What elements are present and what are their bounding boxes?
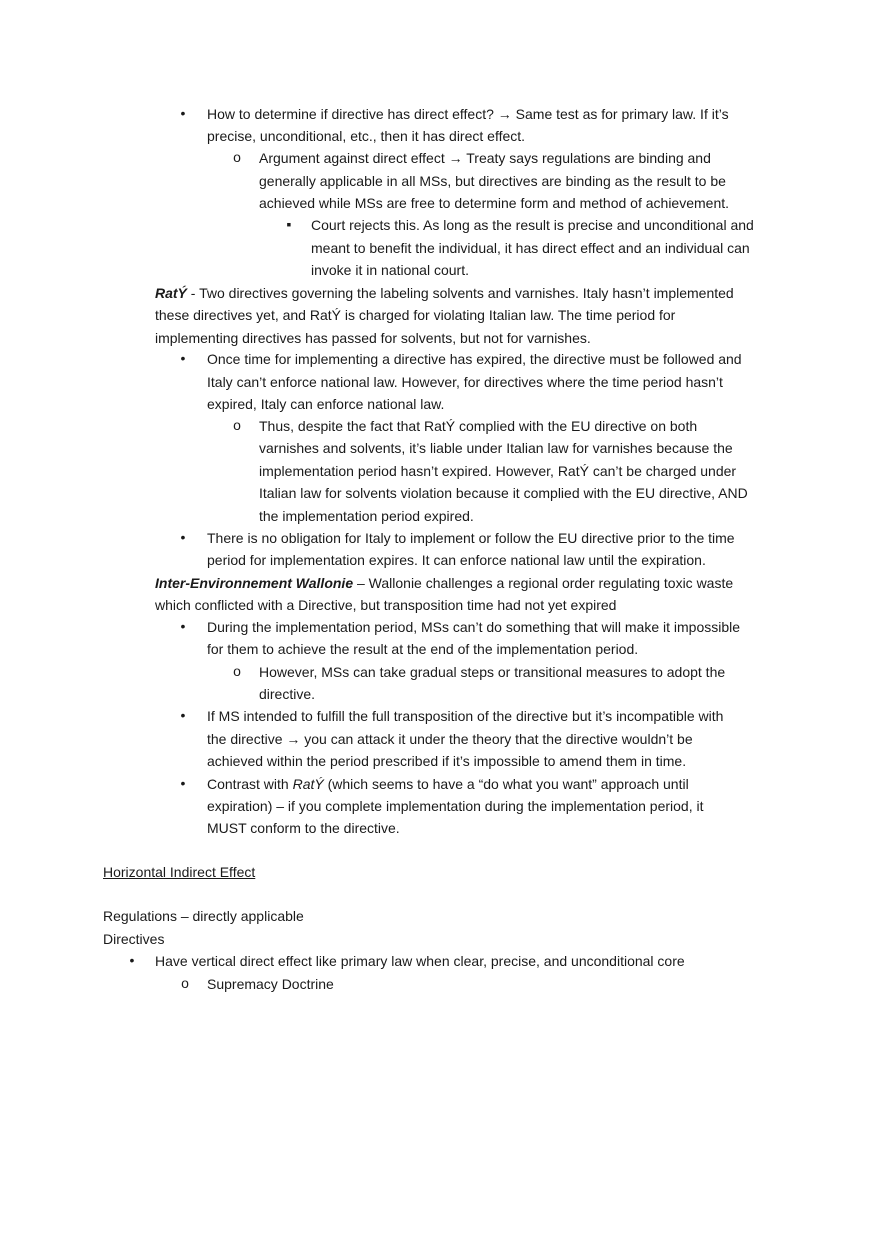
text-line: Argument against direct effect → Treaty says regulations are binding and [259,150,711,166]
text-line: There is no obligation for Italy to implement or follow the EU directive prior to the time [207,530,735,546]
case-text: - Two directives governing the labeling solvents and varnishes. Italy hasn’t implemented [186,285,734,301]
text-line: During the implementation period, MSs can’t do something that will make it impossible [207,619,741,635]
bullet-disc [125,950,139,970]
text-line: the implementation period expired. [259,508,474,524]
text-line: How to determine if directive has direct effect? → Same test as for primary law. If it’s [207,106,729,122]
case-text: (which seems to have a “do what you want” approach until [323,776,689,792]
text-line: the directive → you can attack it under the theory that the directive wouldn’t be [207,731,693,747]
bullet-square [282,214,296,234]
section-heading: Horizontal Indirect Effect [103,864,256,880]
text-line: directive. [259,686,316,702]
case-paragraph-line [155,573,733,593]
text-line: Supremacy Doctrine [207,976,334,992]
case-name: RatÝ [155,285,187,301]
case-paragraph-line [207,774,689,794]
text-line: period for implementation expires. It can enforce national law until the expiration. [207,552,706,568]
text-line: Italy can’t enforce national law. However, for directives where the time period hasn’t [207,374,723,390]
bullet-circle [230,661,244,681]
text-line: MUST conform to the directive. [207,820,400,836]
text-line: Italian law for solvents violation because it complied with the EU directive, AND [259,485,748,501]
text-line: Once time for implementing a directive has expired, the directive must be followed and [207,351,742,367]
text-line: expiration) – if you complete implementation during the implementation period, it [207,798,704,814]
text-line: Thus, despite the fact that RatÝ complied with the EU directive on both [259,418,698,434]
case-name: Inter-Environnement Wallonie [155,575,354,591]
text-line: Directives [103,931,165,947]
text-line: generally applicable in all MSs, but directives are binding as the result to be [259,173,726,189]
text-line: precise, unconditional, etc., then it has direct effect. [207,128,526,144]
text-line: implementing directives has passed for solvents, but not for varnishes. [155,330,591,346]
text-line: Court rejects this. As long as the result is precise and unconditional and [311,217,754,233]
case-paragraph-line [155,283,734,303]
text-line: Regulations – directly applicable [103,908,304,924]
text-line: which conflicted with a Directive, but transposition time had not yet expired [155,597,617,613]
text-line: Have vertical direct effect like primary law when clear, precise, and unconditional core [155,953,685,969]
bullet-circle [230,147,244,167]
text-line: If MS intended to fulfill the full transposition of the directive but it’s incompatible with [207,708,724,724]
case-text: – Wallonie challenges a regional order regulating toxic waste [353,575,734,591]
text-line: invoke it in national court. [311,262,469,278]
text-line: achieved within the period prescribed if it’s impossible to amend them in time. [207,753,687,769]
text-line: varnishes and solvents, it’s liable under Italian law for varnishes because the [259,440,733,456]
case-name: RatÝ [292,776,324,792]
text-line: expired, Italy can enforce national law. [207,396,445,412]
text-line: these directives yet, and RatÝ is charged for violating Italian law. The time period for [155,307,676,323]
text-line: meant to benefit the individual, it has direct effect and an individual can [311,240,750,256]
text-line: for them to achieve the result at the end of the implementation period. [207,641,639,657]
text-line: implementation period hasn’t expired. However, RatÝ can’t be charged under [259,463,737,479]
text-line: However, MSs can take gradual steps or transitional measures to adopt the [259,664,726,680]
bullet-disc [176,773,190,793]
case-text: Contrast with [207,776,293,792]
bullet-disc [176,705,190,725]
bullet-disc [176,616,190,636]
bullet-circle [230,415,244,435]
text-line: achieved while MSs are free to determine form and method of achievement. [259,195,730,211]
bullet-circle [178,973,192,993]
bullet-disc [176,103,190,123]
bullet-disc [176,348,190,368]
bullet-disc [176,527,190,547]
